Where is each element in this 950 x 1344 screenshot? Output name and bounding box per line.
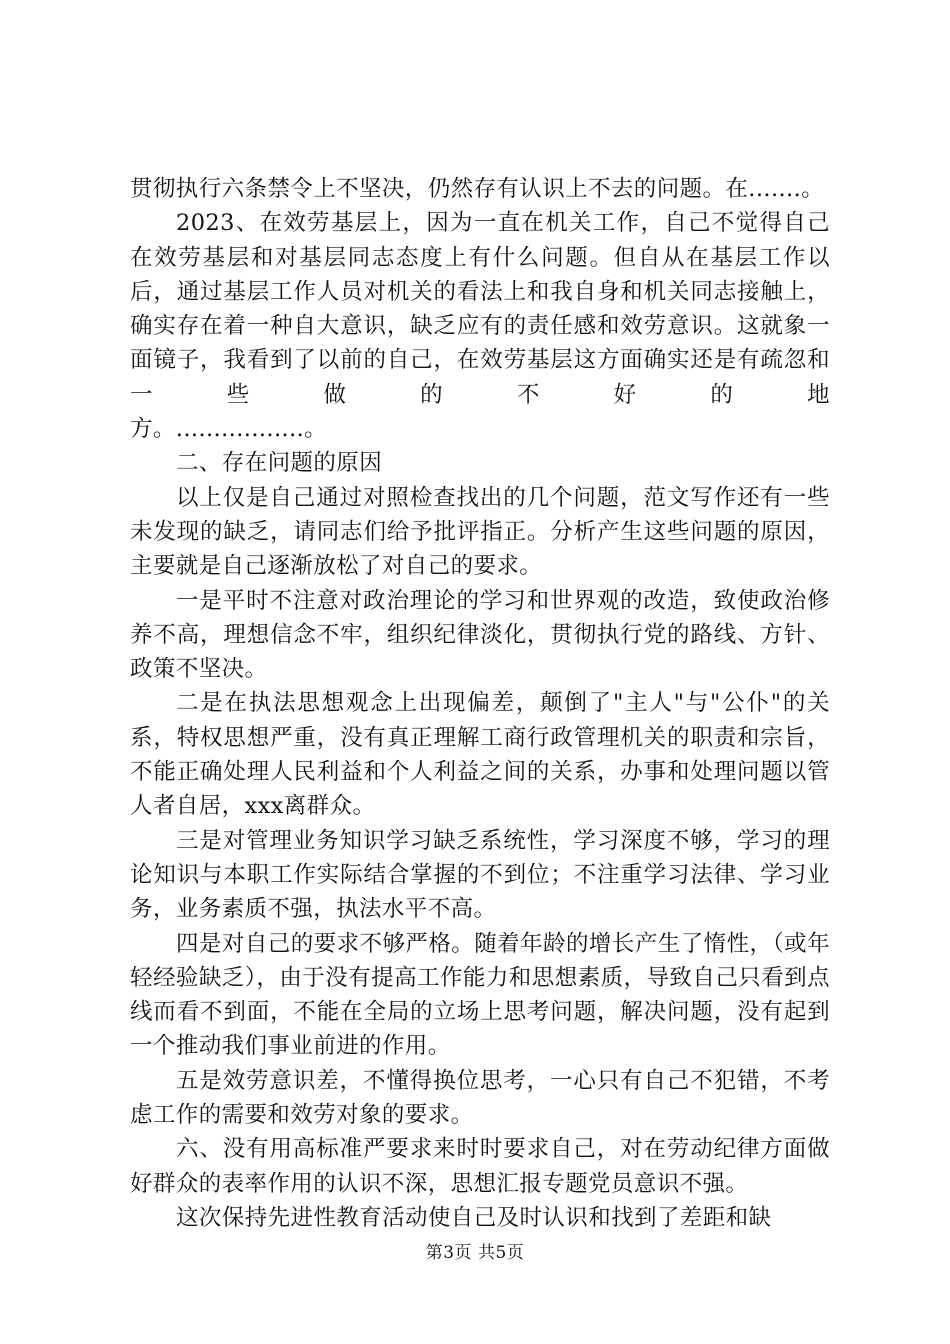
paragraph-cause-5: 五是效劳意识差，不懂得换位思考，一心只有自己不犯错，不考虑工作的需要和效劳对象的要求。: [130, 1067, 830, 1129]
paragraph-continuation: 贯彻执行六条禁令上不坚决，仍然存有认识上不去的问题。在.......。: [130, 176, 825, 202]
section-heading-causes: 二、存在问题的原因: [176, 450, 383, 477]
paragraph-cause-6: 六、没有用高标准严要求来时时要求自己，对在劳动纪律方面做好群众的表率作用的认识不深，思想汇报专题党员意识不强。: [130, 1136, 830, 1197]
paragraph-cause-1: 一是平时不注意对政治理论的学习和世界观的改造，致使政治修养不高，理想信念不牢，组织纪律淡化，贯彻执行党的路线、方针、政策不坚决。: [130, 587, 830, 683]
paragraph-cause-2: 二是在执法思想观念上出现偏差，颠倒了"主人"与"公仆"的关系，特权思想严重，没有真正理解工商行政管理机关的职责和宗旨，不能正确处理人民利益和个人利益之间的关系，办事和处理问题以管人者自居，xxx离群众。: [130, 690, 830, 820]
paragraph-conclusion-start: 这次保持先进性教育活动使自己及时认识和找到了差距和缺: [176, 1204, 772, 1231]
paragraph-causes-intro: 以上仅是自己通过对照检查找出的几个问题，范文写作还有一些未发现的缺乏，请同志们给予批评指正。分析产生这些问题的原因，主要就是自己逐渐放松了对自己的要求。: [130, 484, 830, 580]
page-indicator: 第3页 共5页: [425, 1243, 525, 1263]
paragraph-service-issue: 2023、在效劳基层上，因为一直在机关工作，自己不觉得自己在效劳基层和对基层同志态度上有什么问题。但自从在基层工作以后，通过基层工作人员对机关的看法上和我自身和机关同志接触上，确实存在着一种自大意识，缺乏应有的责任感和效劳意识。这就象一面镜子，我看到了以前的自己，在效劳基层这方面确实还是有疏忽和一些做的不好的地: [130, 210, 830, 408]
paragraph-cause-3: 三是对管理业务知识学习缺乏系统性，学习深度不够，学习的理论知识与本职工作实际结合掌握的不到位；不注重学习法律、学习业务，业务素质不强，执法水平不高。: [130, 827, 830, 923]
document-body: [130, 172, 830, 1235]
paragraph-service-issue-end: 方。.................。: [130, 416, 328, 443]
paragraph-cause-4: 四是对自己的要求不够严格。随着年龄的增长产生了惰性，（或年轻经验缺乏），由于没有提高工作能力和思想素质，导致自己只看到点线而看不到面，不能在全局的立场上思考问题，解决问题，没有起到一个推动我们事业前进的作用。: [130, 930, 830, 1060]
